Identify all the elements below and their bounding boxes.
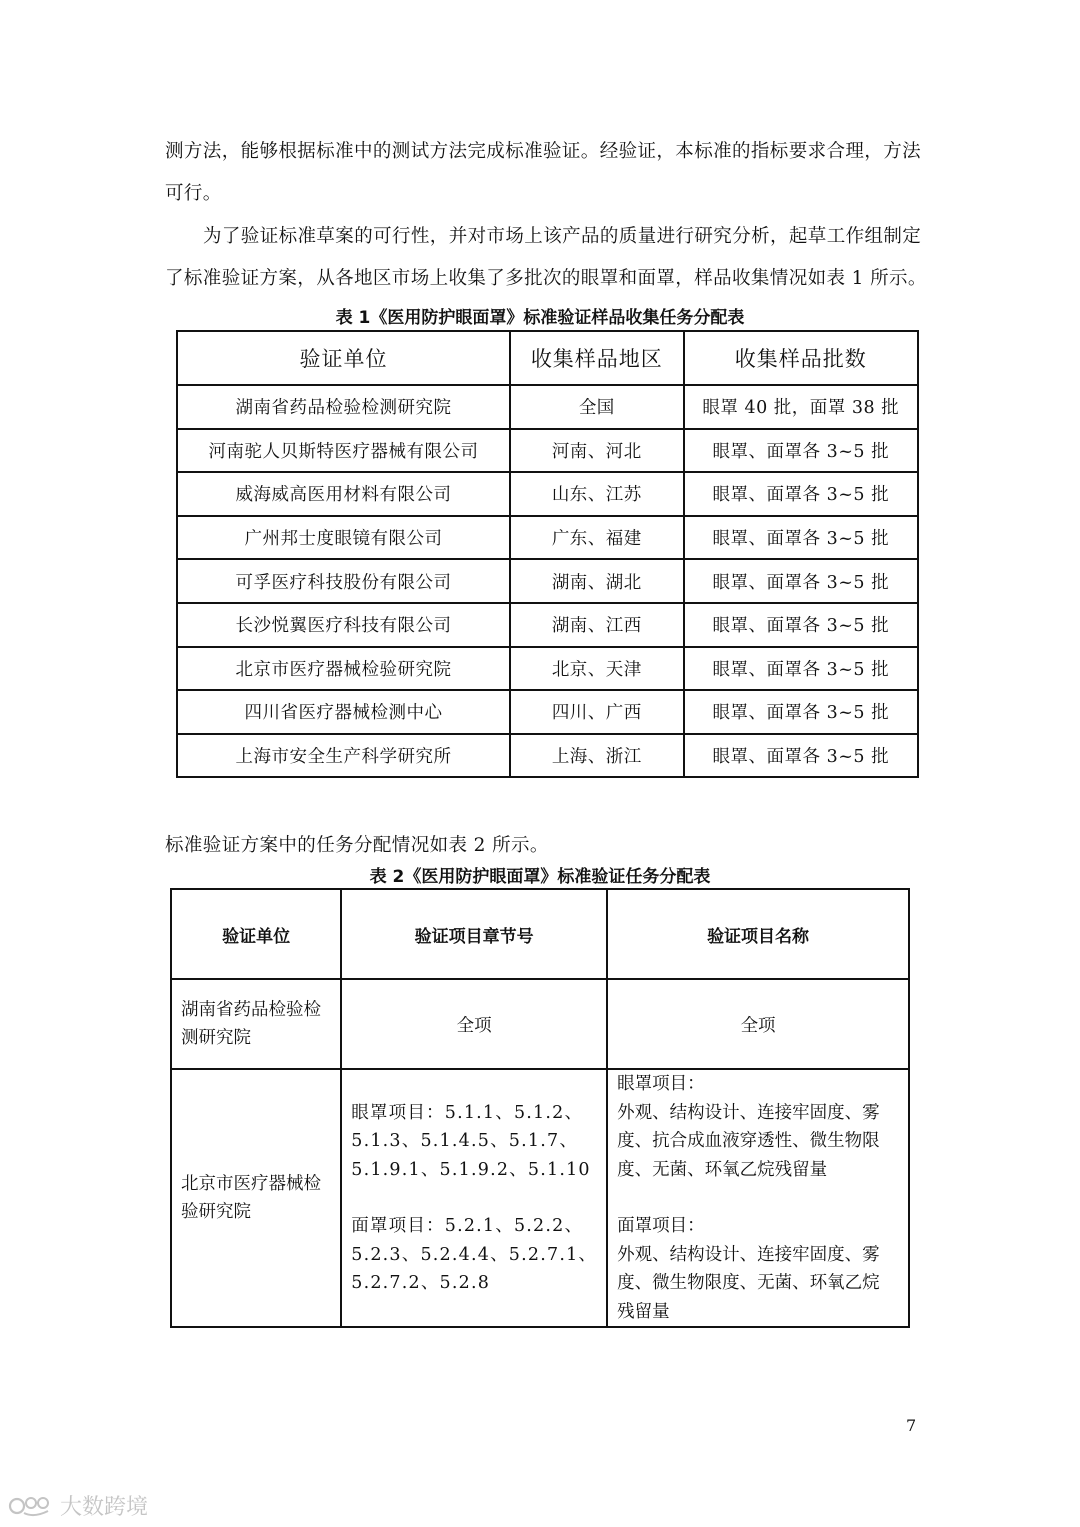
table-row — [177, 734, 918, 778]
section-line: 5.1.9.1、5.1.9.2、5.1.10 — [351, 1159, 591, 1180]
table-cell: 长沙悦翼医疗科技有限公司 — [177, 603, 510, 647]
table-cell: 全项 — [607, 979, 909, 1069]
section-line: 5.2.7.2、5.2.8 — [351, 1273, 491, 1293]
table-row — [177, 647, 918, 691]
sample-collection-table — [176, 330, 919, 778]
item-line: 度、微生物限度、无菌、环氧乙烷 — [617, 1273, 880, 1293]
table-row — [177, 472, 918, 516]
item-line: 眼罩项目： — [617, 1074, 705, 1094]
item-line: 外观、结构设计、连接牢固度、雾 — [617, 1102, 880, 1123]
table-cell: 威海威高医用材料有限公司 — [177, 472, 510, 516]
item-line: 残留量 — [617, 1301, 670, 1322]
table-cell: 全项 — [341, 979, 607, 1069]
table-cell — [171, 979, 341, 1069]
table2-caption: 表 2《医用防护眼面罩》标准验证任务分配表 — [369, 867, 711, 887]
table-cell: 湖南、湖北 — [510, 559, 684, 603]
table-cell: 上海、浙江 — [510, 734, 684, 778]
table-cell: 北京、天津 — [510, 647, 684, 691]
header-cell: 验证项目章节号 — [341, 889, 607, 979]
paragraph-line: 为了验证标准草案的可行性，并对市场上该产品的质量进行研究分析，起草工作组制定 — [203, 226, 922, 247]
unit-line: 北京市医疗器械检 — [181, 1174, 321, 1194]
table-row — [177, 385, 918, 429]
table-cell — [607, 1069, 909, 1327]
section-line: 5.2.3、5.2.4.4、5.2.7.1、 — [351, 1244, 598, 1265]
table-cell: 眼罩、面罩各 3~5 批 — [684, 734, 918, 778]
task-assignment-table — [170, 888, 910, 1328]
table-row — [171, 979, 909, 1069]
watermark-text: 大数跨境 — [60, 1495, 149, 1520]
table-row — [177, 429, 918, 473]
table-cell: 眼罩、面罩各 3~5 批 — [684, 647, 918, 691]
table-cell: 湖南省药品检验检测研究院 — [177, 385, 510, 429]
table-cell: 上海市安全生产科学研究所 — [177, 734, 510, 778]
table-cell: 河南、河北 — [510, 429, 684, 473]
item-line: 度、抗合成血液穿透性、微生物限 — [617, 1131, 880, 1151]
table-cell: 眼罩、面罩各 3~5 批 — [684, 472, 918, 516]
table-cell: 北京市医疗器械检验研究院 — [177, 647, 510, 691]
table-cell — [171, 1069, 341, 1327]
table-cell: 眼罩、面罩各 3~5 批 — [684, 516, 918, 560]
table-row — [177, 516, 918, 560]
item-line: 度、无菌、环氧乙烷残留量 — [617, 1159, 828, 1180]
table-cell: 湖南、江西 — [510, 603, 684, 647]
table-cell: 四川、广西 — [510, 690, 684, 734]
item-line: 面罩项目： — [617, 1216, 705, 1236]
table-cell: 广州邦士度眼镜有限公司 — [177, 516, 510, 560]
paragraph-line: 测方法，能够根据标准中的测试方法完成标准验证。经验证，本标准的指标要求合理，方法 — [165, 141, 922, 162]
section-line: 5.1.3、5.1.4.5、5.1.7、 — [351, 1131, 579, 1151]
table-cell: 广东、福建 — [510, 516, 684, 560]
header-cell: 验证单位 — [177, 331, 510, 385]
unit-line: 验研究院 — [181, 1202, 251, 1222]
section-line: 面罩项目：5.2.1、5.2.2、 — [351, 1216, 584, 1236]
unit-line: 湖南省药品检验检 — [181, 1000, 321, 1020]
table-row — [177, 603, 918, 647]
table-cell: 眼罩 40 批，面罩 38 批 — [684, 385, 918, 429]
table-header-row — [177, 331, 918, 385]
table1-caption: 表 1《医用防护眼面罩》标准验证样品收集任务分配表 — [335, 308, 745, 328]
table-cell: 眼罩、面罩各 3~5 批 — [684, 603, 918, 647]
header-cell: 收集样品地区 — [510, 331, 684, 385]
paragraph-line: 了标准验证方案，从各地区市场上收集了多批次的眼罩和面罩，样品收集情况如表 1 所示。 — [165, 268, 927, 289]
header-cell: 收集样品批数 — [684, 331, 918, 385]
table-row — [177, 559, 918, 603]
paragraph-line: 标准验证方案中的任务分配情况如表 2 所示。 — [165, 835, 549, 856]
table-cell: 全国 — [510, 385, 684, 429]
header-cell: 验证单位 — [171, 889, 341, 979]
watermark-logo-icon — [8, 1493, 54, 1519]
table-cell: 四川省医疗器械检测中心 — [177, 690, 510, 734]
table-cell: 眼罩、面罩各 3~5 批 — [684, 559, 918, 603]
unit-line: 测研究院 — [181, 1028, 251, 1048]
table-cell — [341, 1069, 607, 1327]
page-number: 7 — [906, 1416, 917, 1435]
table-row — [171, 1069, 909, 1327]
table-cell: 山东、江苏 — [510, 472, 684, 516]
table-header-row — [171, 889, 909, 979]
table-cell: 眼罩、面罩各 3~5 批 — [684, 690, 918, 734]
watermark — [8, 1490, 148, 1521]
table-row — [177, 690, 918, 734]
paragraph-line: 可行。 — [165, 183, 222, 204]
section-line: 眼罩项目：5.1.1、5.1.2、 — [351, 1102, 584, 1123]
table-cell: 可孚医疗科技股份有限公司 — [177, 559, 510, 603]
item-line: 外观、结构设计、连接牢固度、雾 — [617, 1244, 880, 1265]
table-cell: 河南驼人贝斯特医疗器械有限公司 — [177, 429, 510, 473]
header-cell: 验证项目名称 — [607, 889, 909, 979]
table-cell: 眼罩、面罩各 3~5 批 — [684, 429, 918, 473]
